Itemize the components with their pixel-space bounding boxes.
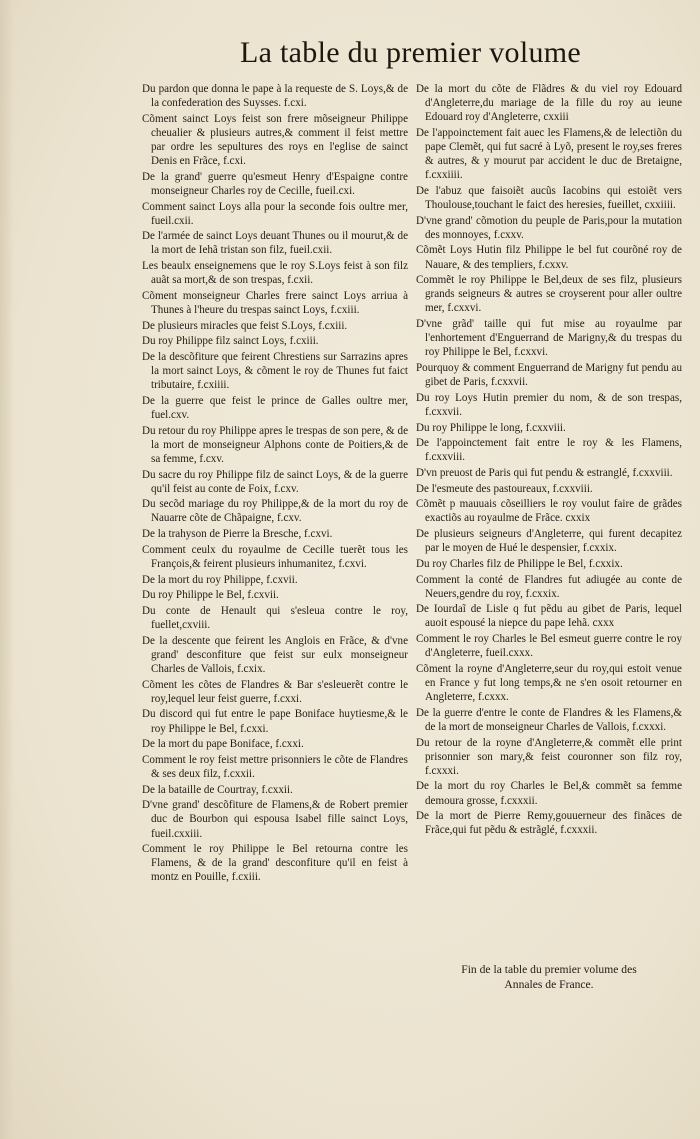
toc-entry-text: Cõment les cõtes de Flandres & Bar s'esleuerẽt contre le roy,lequel leur feist guerre, [142, 678, 408, 705]
toc-entry [142, 573, 408, 587]
toc-entry-text: De l'appoinctement fait auec les Flamens,& de lelectiõn du pape Clemẽt, qui fut sacré à Lyõ, present le roy,ses freres & autres, & y mourut par accident le duc de Bretaigne, [416, 126, 682, 168]
toc-entry [142, 737, 408, 751]
toc-entry-folio: f.cxiii. [330, 303, 360, 316]
toc-entry-text: Cõment la royne d'Angleterre,seur du roy,qui estoit venue en France y fut long temps,& ne s'en osoit retourner en Angleterre, [416, 662, 682, 704]
toc-entry [416, 706, 682, 734]
toc-entry [416, 273, 682, 315]
toc-entry [142, 350, 408, 392]
left-column [142, 82, 408, 886]
toc-entry-text: D'vne grand' descõfiture de Flamens,& de Robert premier duc de Bourbon qui espousa Isabel fille sainct Loys, [142, 799, 408, 826]
toc-entry [142, 394, 408, 422]
toc-entry [416, 557, 682, 571]
toc-entry-folio: f.cxxvi. [514, 346, 548, 359]
toc-entry-folio: f.cxiii. [231, 871, 261, 884]
toc-entry-folio: f.cxxviii. [632, 466, 673, 479]
toc-entry-folio: f.cxxix. [582, 542, 617, 555]
toc-entry [142, 798, 408, 840]
toc-entry [142, 200, 408, 228]
toc-entry-text: De la mort du roy Charles le Bel,& commẽt sa femme demoura grosse, [416, 780, 682, 807]
toc-entry [142, 229, 408, 257]
toc-entry-folio: f.cxxvi. [447, 302, 482, 315]
toc-entry-text: De la grand' guerre qu'esmeut Henry d'Espaigne contre monseigneur Charles roy de Cecille, [142, 170, 408, 197]
toc-entry-folio: f.cxxvii. [490, 376, 528, 389]
toc-entry-text: De la guerre que feist le prince de Galles oultre mer, [142, 394, 408, 407]
toc-entry-folio: f.cxxi. [273, 692, 302, 705]
toc-entry-text: Cõment sainct Loys feist son frere mõseigneur Philippe cheualier & plusieurs autres,& comment il feist mettre par ordre les sepultures des roys en l'eglise de sainct Denis en Frãce, [142, 112, 408, 168]
toc-entry [142, 112, 408, 168]
toc-entry-folio: fueil.cxii. [151, 214, 194, 227]
toc-entry [416, 214, 682, 242]
toc-entry-text: Cõmẽt Loys Hutin filz Philippe le bel fut courõné roy de Nauare, & des templiers, [416, 244, 682, 271]
right-column [416, 82, 682, 839]
toc-entry [142, 588, 408, 602]
toc-entry [416, 361, 682, 389]
page-gutter-shadow [0, 0, 14, 1139]
toc-entry [142, 468, 408, 496]
toc-entry-folio: fueil.cxxx. [485, 647, 533, 660]
toc-entry-text: Du sacre du roy Philippe filz de sainct Loys, & de la guerre qu'il feist au conte de Foix, [142, 468, 408, 495]
toc-entry [416, 436, 682, 464]
toc-entry-text: Du discord qui fut entre le pape Boniface huytiesme,& le roy Philippe le Bel, [142, 708, 408, 735]
toc-entry-folio: f.cxxii. [261, 783, 293, 796]
toc-entry-text: D'vne grand' cõmotion du peuple de Paris,pour la mutation des monnoyes, [416, 214, 682, 241]
toc-entry-text: De plusieurs seigneurs d'Angleterre, qui furent decapitez par le moyen de Hué le despensier, [416, 528, 682, 555]
toc-entry [142, 334, 408, 348]
toc-entry [416, 497, 682, 525]
toc-entry-folio: fuellet,cxviii. [151, 619, 211, 632]
toc-entry [416, 421, 682, 435]
toc-entry [416, 391, 682, 419]
toc-entry [142, 170, 408, 198]
toc-entry-text: Cõmẽt p mauuais cõseilliers le roy voulut faire de grãdes exactiõs au royaulme de Frãce. [416, 498, 682, 525]
toc-entry [416, 184, 682, 212]
toc-entry-folio: f.cxxvii. [425, 405, 462, 418]
toc-entry-text: Du roy Philippe le long, [416, 421, 523, 434]
toc-entry-text: D'vne grãd' taille qui fut mise au royaulme par l'enhortement d'Enguerrand de Marigny,& du trespas du roy Philippe le Bel, [416, 318, 682, 359]
toc-entry-text: De la trahyson de Pierre la Bresche, [142, 528, 302, 541]
toc-entry-folio: f.cxxxii. [560, 824, 598, 837]
toc-entry-text: De Iourdaĩ de Lisle q fut pẽdu au gibet de Paris, lequel auoit espousé la niepce du pape Iehã. [416, 603, 682, 630]
toc-entry [142, 604, 408, 632]
toc-entry-folio: f.cxxii. [223, 767, 255, 780]
toc-entry-text: Comment sainct Loys alla pour la seconde fois oultre mer, [142, 200, 408, 213]
toc-entry-text: De la descõfiture que feirent Chrestiens sur Sarrazins apres la mort sainct Loys, & cõment le roy de Thunes fut faict tributaire, [142, 351, 408, 392]
toc-entry-text: Comment ceulx du royaulme de Cecille tuerẽt tous les François,& feirent plusieurs inhumanitez, [142, 543, 408, 570]
toc-entry-text: Les beaulx enseignemens que le roy S.Loys feist à son filz auãt sa mort,& de son trespas, [142, 260, 408, 287]
toc-entry-folio: f.cxxix. [525, 587, 560, 600]
toc-entry-text: De la mort de Pierre Remy,gouuerneur des finãces de Frãce,qui fut pẽdu & estrãglé, [416, 810, 682, 837]
toc-entry-text: Du roy Loys Hutin premier du nom, & de son trespas, [416, 391, 682, 404]
toc-entry [142, 707, 408, 735]
toc-entry [142, 259, 408, 287]
toc-entry [142, 634, 408, 676]
toc-entry-text: Du retour de la royne d'Angleterre,& commẽt elle print prisonnier son mary,& feist couronner son filz roy, [416, 736, 682, 763]
toc-entry-text: Du roy Philippe le Bel, [142, 589, 245, 602]
toc-entry-folio: fueil.cxi. [315, 184, 355, 197]
toc-entry-text: Comment le roy Philippe le Bel retourna contre les Flamens, & de la grand' desconfiture qu'il en feist à montz en Pouille, [142, 843, 408, 884]
toc-entry [142, 753, 408, 781]
toc-entry-folio: f.cxxix. [588, 557, 623, 570]
toc-entry-text: Cõment monseigneur Charles frere sainct Loys arriua à Thunes à l'heure du trespas sainct Loys, [142, 289, 408, 316]
toc-entry-folio: f.cxxiiii. [425, 169, 463, 182]
toc-entry-text: De l'esmeute des pastoureaux, [416, 482, 550, 495]
toc-entry [416, 482, 682, 496]
toc-entry [416, 82, 682, 124]
toc-entry [416, 602, 682, 630]
toc-entry-text: De l'abuz que faisoiẽt aucũs Iacobins qui estoiẽt vers Thoulouse,touchant le faict des heresies, fueillet, [416, 184, 682, 211]
toc-entry-text: D'vn preuost de Paris qui fut pendu & estranglé, [416, 466, 630, 479]
toc-entry-folio: fueil.cxii. [289, 244, 333, 257]
toc-entry-folio: f.cxv. [274, 482, 299, 495]
end-note [416, 962, 682, 992]
toc-entry-folio: f.cxiii. [318, 319, 348, 332]
toc-entry [142, 289, 408, 317]
toc-entry-text: Comment le roy feist mettre prisonniers le cõte de Flandres & ses deux filz, [142, 753, 408, 780]
toc-entry-text: Pourquoy & comment Enguerrand de Marigny fut pendu au gibet de Paris, [416, 361, 682, 389]
end-note-line-2: Annales de France. [504, 978, 594, 991]
toc-entry [142, 497, 408, 525]
toc-entry [416, 736, 682, 778]
toc-entry-folio: f.cxvi. [338, 557, 367, 570]
toc-entry-text: Du pardon que donna le pape à la requeste de S. Loys,& de la confederation des Suysses. [142, 83, 408, 110]
toc-entry [142, 527, 408, 541]
toc-entry-text: Comment la conté de Flandres fut adiugée au conte de Neuers,gendre du roy, [416, 573, 682, 600]
toc-entry [142, 783, 408, 797]
toc-entry-folio: cxxix [565, 512, 591, 525]
toc-entry [142, 543, 408, 571]
toc-entry [142, 678, 408, 706]
toc-entry [142, 82, 408, 110]
toc-entry [416, 662, 682, 704]
toc-entry [416, 779, 682, 807]
toc-entry [416, 527, 682, 555]
page-title: La table du premier volume [240, 36, 582, 69]
toc-entry-folio: f.cxi. [223, 155, 246, 168]
toc-entry-folio: cxxiii [543, 111, 569, 124]
end-note-line-1: Fin de la table du premier volume des [461, 963, 637, 976]
toc-entry-folio: f.cxxxii. [500, 794, 538, 807]
toc-entry-folio: f.cxvi. [304, 528, 333, 541]
toc-entry-text: De l'appoinctement fait entre le roy & les Flamens, [416, 437, 682, 450]
toc-entry-folio: f.cxxviii. [425, 451, 466, 464]
toc-entry-folio: fuel.cxv. [151, 409, 190, 421]
toc-entry-folio: f.cxxv. [538, 258, 569, 271]
toc-entry-folio: f.cxxviii. [552, 482, 593, 495]
toc-entry-text: Du secõd mariage du roy Philippe,& de la mort du roy de Nauarre cõte de Chãpaigne, [142, 498, 408, 525]
toc-entry-text: De la descente que feirent les Anglois en Frãce, & d'vne grand' desconfiture que feist sur eulx monseigneur Charles de Vallois, [142, 634, 408, 675]
toc-entry-text: Du roy Charles filz de Philippe le Bel, [416, 557, 587, 570]
toc-entry [416, 809, 682, 837]
toc-entry-folio: f.cxxxi. [632, 720, 667, 733]
toc-entry-folio: cxxiiii. [644, 198, 676, 211]
toc-entry-folio: cxxx [592, 617, 615, 630]
toc-entry-folio: f.cxi. [283, 97, 307, 110]
toc-entry-text: De la mort du cõte de Flãdres & du viel roy Edouard d'Angleterre,du mariage de la fille du roy au ieune Edouard roy d'Angleterre, [416, 83, 682, 124]
toc-entry-folio: fueil.cxxiii. [151, 827, 203, 840]
toc-entry-text: De plusieurs miracles que feist S.Loys, [142, 319, 316, 332]
toc-entry [416, 243, 682, 271]
toc-entry-folio: f.cxiiii. [197, 379, 230, 392]
toc-entry-text: Du roy Philippe filz sainct Loys, [142, 335, 287, 348]
toc-entry-folio: f.cxxi. [240, 722, 269, 735]
toc-entry-folio: f.cxxxi. [425, 764, 459, 777]
toc-entry-folio: f.cxxviii. [525, 421, 566, 434]
toc-entry [142, 319, 408, 333]
toc-entry-text: De la guerre d'entre le conte de Flandres & les Flamens,& de la mort de monseigneur Charles de Vallois, [416, 706, 682, 733]
toc-entry-text: De la mort du pape Boniface, [142, 738, 273, 751]
toc-entry-text: De la mort du roy Philippe, [142, 573, 264, 586]
toc-entry [142, 842, 408, 884]
toc-entry [416, 466, 682, 480]
toc-entry-folio: f.cxxx. [478, 691, 509, 704]
toc-entry-folio: f.cxix. [237, 662, 266, 675]
toc-entry-text: De la bataille de Courtray, [142, 783, 259, 796]
toc-entry-folio: f.cxxi. [275, 738, 304, 751]
toc-entry [416, 573, 682, 601]
toc-entry-folio: f.cxvii. [247, 589, 279, 602]
toc-entry-folio: f.cxiii. [289, 335, 319, 348]
toc-entry-text: Comment le roy Charles le Bel esmeut guerre contre le roy d'Angleterre, [416, 633, 682, 660]
toc-entry-text: De l'armée de sainct Loys deuant Thunes ou il mourut,& de la mort de Iehã tristan son filz, [142, 230, 408, 257]
toc-entry-folio: f.cxxv. [493, 228, 524, 241]
toc-entry-folio: f.cxv. [199, 452, 224, 465]
toc-entry [416, 317, 682, 359]
toc-entry-folio: f.cxii. [287, 274, 314, 287]
toc-entry-text: Commẽt le roy Philippe le Bel,deux de ses filz, plusieurs grands seigneurs & autres se croyserent pour aller oultre mer, [416, 274, 682, 315]
toc-entry-text: Du retour du roy Philippe apres le trespas de son pere, & de la mort de monseigneur Alphons conte de Poitiers,& de sa femme, [142, 424, 408, 465]
toc-entry [142, 424, 408, 466]
toc-entry [416, 126, 682, 182]
toc-entry [416, 632, 682, 660]
toc-entry-text: Du conte de Henault qui s'esleua contre le roy, [142, 604, 408, 617]
toc-entry-folio: f.cxv. [276, 512, 302, 525]
toc-entry-folio: f.cxvii. [266, 573, 298, 586]
